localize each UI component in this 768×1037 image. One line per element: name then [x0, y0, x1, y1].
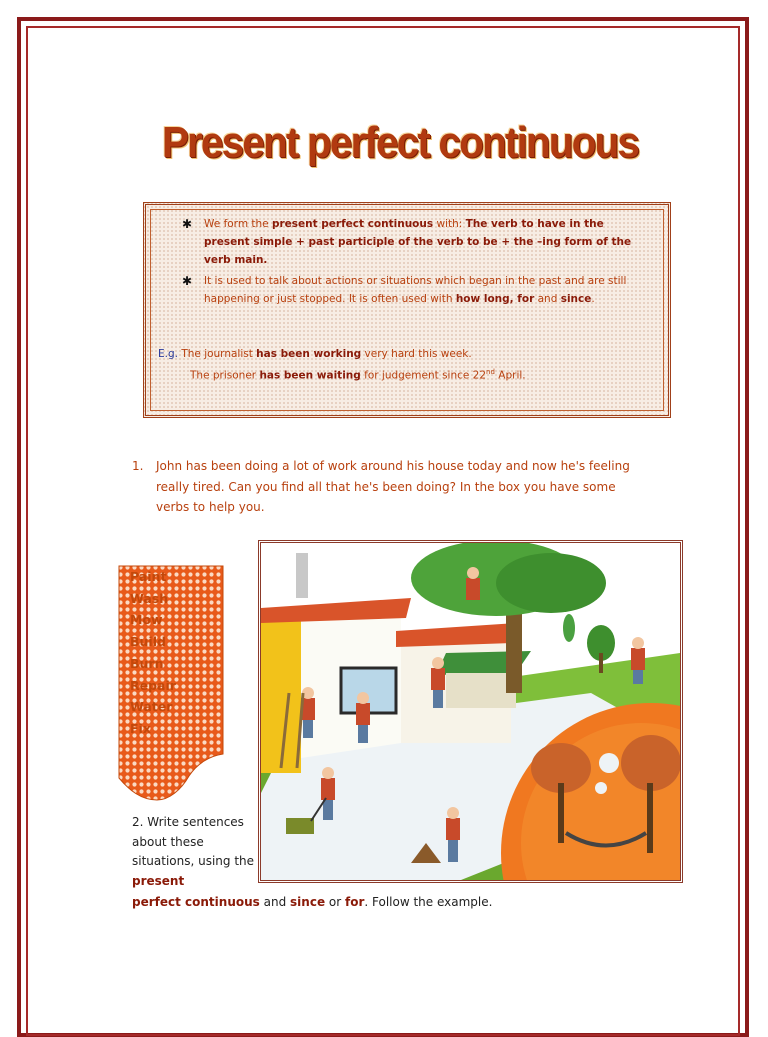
example-label: E.g. — [158, 348, 178, 360]
grammar-rules-box — [143, 202, 671, 418]
example-line-1 — [158, 345, 526, 363]
rule-text: and — [534, 293, 561, 305]
verb-item: Paint — [130, 569, 167, 584]
example-superscript: nd — [486, 368, 495, 376]
rule-keyword: The verb to have in the present simple + past participle of the verb to be + the –ing form of the verb main. — [204, 218, 632, 266]
star-bullet-icon: ✱ — [182, 217, 193, 231]
verb-item: Water — [130, 699, 173, 715]
exercise-2-continued — [132, 893, 692, 913]
verb-item: Repair — [130, 677, 176, 693]
verb-item: Fix — [130, 720, 151, 736]
rule-usage — [182, 272, 644, 308]
exercise-2-keyword: perfect continuous — [132, 895, 260, 909]
exercise-2-text: . Follow the example. — [364, 895, 493, 909]
examples — [158, 345, 526, 385]
rule-formation — [182, 215, 644, 269]
verb-item: Burn — [130, 655, 164, 671]
rule-text: It is used to talk about actions or situations which began in the past and are still happening or just stopped. It is often used with — [204, 275, 627, 305]
example-keyword: has been working — [256, 348, 362, 360]
rule-keyword: present perfect continuous — [271, 218, 434, 230]
exercise-2-keyword: present — [132, 873, 185, 888]
rule-text: with: — [433, 218, 466, 230]
example-text: April. — [494, 369, 526, 382]
illustration-drawing — [261, 543, 680, 880]
rule-keyword: since — [560, 293, 592, 305]
star-bullet-icon: ✱ — [182, 274, 193, 288]
example-keyword: has been waiting — [259, 369, 361, 382]
page-title: Present perfect continuous — [161, 118, 639, 167]
rule-text: We form the — [204, 218, 272, 230]
verb-item: Build — [130, 634, 166, 650]
example-text: very hard this week. — [361, 348, 472, 360]
house-chores-illustration — [258, 540, 683, 883]
verb-item: Wash — [130, 590, 169, 606]
exercise-2-text: and — [259, 895, 291, 909]
rule-keyword: how long, for — [455, 293, 535, 305]
exercise-number: 1. — [132, 459, 144, 473]
example-line-2 — [158, 363, 526, 385]
rule-text: . — [591, 293, 595, 305]
exercise-1 — [132, 456, 652, 518]
exercise-instructions: John has been doing a lot of work around his house today and now he's feeling really tired. Can you find all that he's been doing? In the box you have some verbs to help you. — [156, 459, 630, 514]
example-text: The journalist — [177, 348, 257, 360]
exercise-2-text: or — [325, 895, 345, 909]
exercise-2-text: 2. Write sentences about these situations, using the — [132, 815, 255, 868]
verb-list — [130, 566, 176, 740]
example-text: The prisoner — [190, 369, 260, 382]
example-text: for judgement since 22 — [360, 369, 487, 382]
exercise-2-keyword: since — [290, 895, 326, 909]
exercise-2-intro — [132, 813, 257, 891]
verb-item: Mow — [130, 612, 163, 628]
exercise-2-keyword: for — [345, 895, 365, 909]
